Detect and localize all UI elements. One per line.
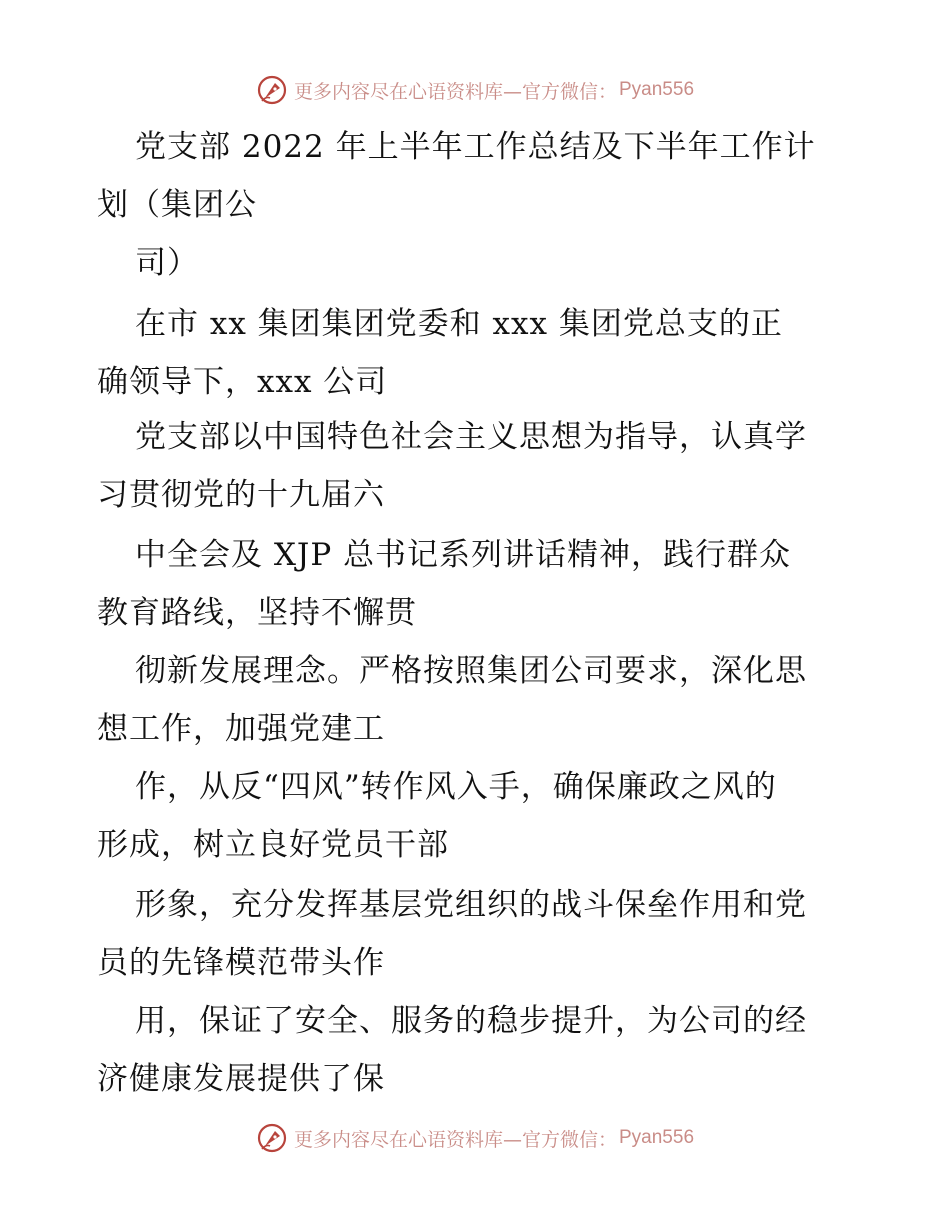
paragraph-line: 彻新发展理念。严格按照集团公司要求，深化思 <box>135 653 807 689</box>
pen-nib-circle-icon <box>256 1122 288 1154</box>
header-banner-wechat: Pyan556 <box>619 79 695 100</box>
footer-banner <box>0 1118 950 1158</box>
paragraph-line: 党支部以中国特色社会主义思想为指导，认真学 <box>135 419 807 455</box>
document-title-line-2: 划（集团公 <box>97 187 257 223</box>
pen-nib-circle-icon <box>256 74 288 106</box>
paragraph-line: 形象，充分发挥基层党组织的战斗保垒作用和党 <box>135 887 807 923</box>
footer-banner-wechat: Pyan556 <box>619 1127 695 1148</box>
paragraph-line: 中全会及 XJP 总书记系列讲话精神，践行群众 <box>135 537 792 573</box>
paragraph-line: 员的先锋模范带头作 <box>97 945 385 981</box>
footer-banner-text: 更多内容尽在心语资料库—官方微信： <box>293 1128 617 1151</box>
paragraph-line: 形成，树立良好党员干部 <box>97 827 449 863</box>
paragraph-line: 在市 xx 集团集团党委和 xxx 集团党总支的正 <box>135 306 783 342</box>
paragraph-line: 济健康发展提供了保 <box>97 1061 385 1097</box>
paragraph-line: 习贯彻党的十九届六 <box>97 477 385 513</box>
document-title-line-3: 司） <box>135 245 199 281</box>
paragraph-line: 作，从反“四风”转作风入手，确保廉政之风的 <box>135 769 777 805</box>
paragraph-line: 想工作，加强党建工 <box>97 711 385 747</box>
paragraph-line: 用，保证了安全、服务的稳步提升，为公司的经 <box>135 1003 807 1039</box>
paragraph-line: 确领导下，xxx 公司 <box>97 364 388 400</box>
header-banner-text: 更多内容尽在心语资料库—官方微信： <box>293 80 617 103</box>
document-title-line-1: 党支部 2022 年上半年工作总结及下半年工作计 <box>135 129 816 165</box>
header-banner <box>0 70 950 110</box>
paragraph-line: 教育路线，坚持不懈贯 <box>97 595 417 631</box>
